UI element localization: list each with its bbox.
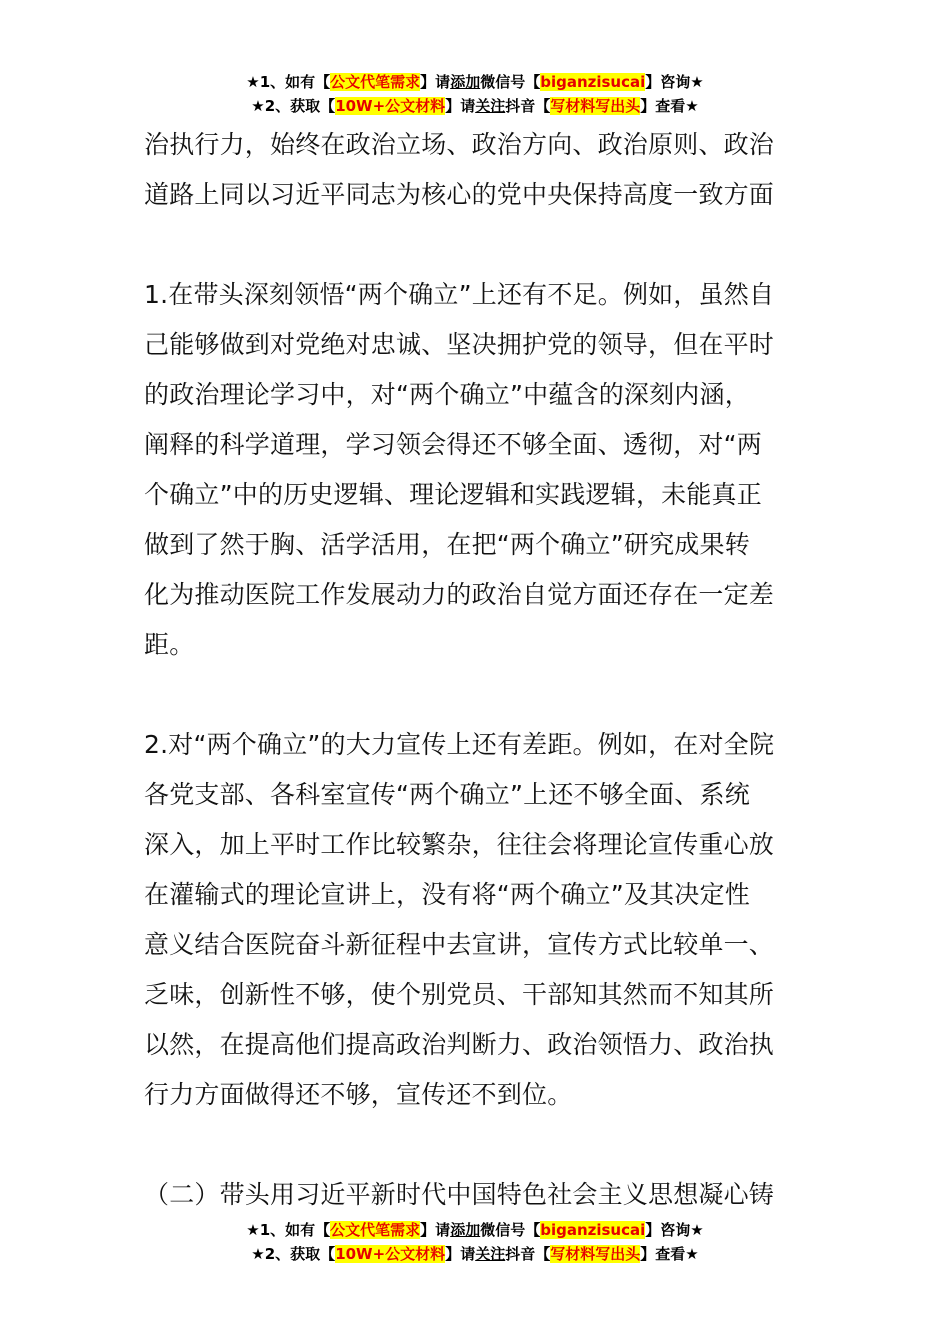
text-line: 己能够做到对党绝对忠诚、坚决拥护党的领导，但在平时 [144, 330, 775, 359]
banner-text: 】请 [445, 97, 476, 115]
text-line: 意义结合医院奋斗新征程中去宣讲，宣传方式比较单一、 [144, 930, 775, 959]
banner-text: ★1、如有【 [246, 1221, 331, 1239]
text-line: 阐释的科学道理，学习领会得还不够全面、透彻，对“两 [144, 430, 762, 459]
banner-underlined: 添加 [450, 73, 481, 91]
banner-highlight: 写材料写出头 [550, 97, 641, 115]
banner-underlined: 关注 [475, 1245, 506, 1263]
banner-highlight: 公文代笔需求 [330, 73, 421, 91]
banner-highlight: biganzisucai [540, 73, 646, 91]
section-heading-2 [144, 1170, 814, 1220]
paragraph-1 [144, 270, 814, 670]
banner-text: 微信号【 [480, 1221, 541, 1239]
banner-text: 】咨询★ [645, 1221, 704, 1239]
continued-text [144, 120, 814, 220]
banner-line-2 [0, 94, 950, 118]
banner-text: ★2、获取【 [251, 97, 336, 115]
text-line: 深入，加上平时工作比较繁杂，往往会将理论宣传重心放 [144, 830, 775, 859]
text-line: 以然，在提高他们提高政治判断力、政治领悟力、政治执 [144, 1030, 775, 1059]
text-line: 各党支部、各科室宣传“两个确立”上还不够全面、系统 [144, 780, 750, 809]
footer-banner [0, 1218, 950, 1266]
text-line: 乏味，创新性不够，使个别党员、干部知其然而不知其所 [144, 980, 775, 1009]
text-line: 的政治理论学习中，对“两个确立”中蕴含的深刻内涵， [144, 380, 750, 409]
text-line: 2.对“两个确立”的大力宣传上还有差距。例如，在对全院 [144, 730, 775, 759]
banner-text: ★2、获取【 [251, 1245, 336, 1263]
banner-text: 抖音【 [505, 97, 551, 115]
text-line: 化为推动医院工作发展动力的政治自觉方面还存在一定差 [144, 580, 775, 609]
banner-text: 微信号【 [480, 73, 541, 91]
header-banner [0, 70, 950, 118]
banner-text: ★1、如有【 [246, 73, 331, 91]
banner-line-2 [0, 1242, 950, 1266]
text-line: 距。 [144, 630, 195, 659]
banner-highlight: 10W+公文材料 [335, 97, 446, 115]
banner-line-1 [0, 70, 950, 94]
text-line: 道路上同以习近平同志为核心的党中央保持高度一致方面 [144, 180, 775, 209]
banner-underlined: 添加 [450, 1221, 481, 1239]
banner-highlight: 写材料写出头 [550, 1245, 641, 1263]
banner-text: 】查看★ [640, 97, 699, 115]
banner-line-1 [0, 1218, 950, 1242]
banner-highlight: biganzisucai [540, 1221, 646, 1239]
text-line: 做到了然于胸、活学活用，在把“两个确立”研究成果转 [144, 530, 750, 559]
banner-text: 抖音【 [505, 1245, 551, 1263]
text-line: 在灌输式的理论宣讲上，没有将“两个确立”及其决定性 [144, 880, 750, 909]
text-line: 个确立”中的历史逻辑、理论逻辑和实践逻辑，未能真正 [144, 480, 762, 509]
banner-highlight: 10W+公文材料 [335, 1245, 446, 1263]
banner-text: 】查看★ [640, 1245, 699, 1263]
text-line: 治执行力，始终在政治立场、政治方向、政治原则、政治 [144, 130, 775, 159]
banner-text: 】请 [420, 73, 451, 91]
banner-text: 】请 [445, 1245, 476, 1263]
text-line: 1.在带头深刻领悟“两个确立”上还有不足。例如，虽然自 [144, 280, 775, 309]
banner-text: 】咨询★ [645, 73, 704, 91]
banner-text: 】请 [420, 1221, 451, 1239]
banner-underlined: 关注 [475, 97, 506, 115]
text-line: 行力方面做得还不够，宣传还不到位。 [144, 1080, 573, 1109]
document-body [144, 120, 814, 1220]
banner-highlight: 公文代笔需求 [330, 1221, 421, 1239]
paragraph-2 [144, 720, 814, 1120]
heading-line: （二）带头用习近平新时代中国特色社会主义思想凝心铸 [144, 1180, 775, 1209]
